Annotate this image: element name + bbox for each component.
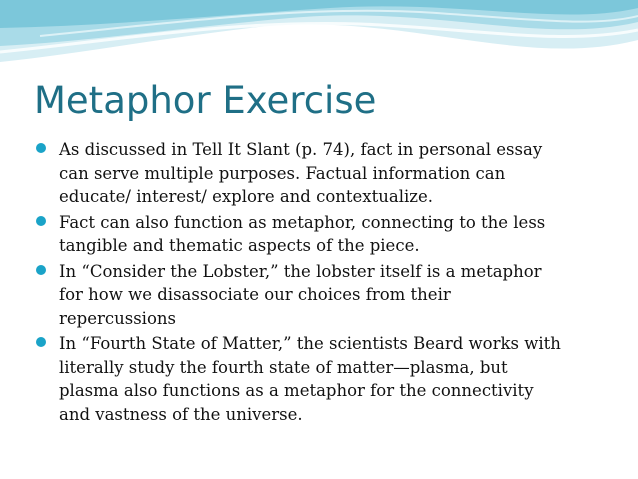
bullet-line: As discussed in Tell It Slant (p. 74), fact in personal essay bbox=[59, 140, 543, 159]
bullet-item bbox=[36, 138, 608, 209]
bullet-line: literally study the fourth state of matter—plasma, but bbox=[59, 357, 508, 377]
bullet-dot-icon bbox=[36, 265, 46, 275]
bullet-line: In “Fourth State of Matter,” the scientists Beard works with bbox=[59, 334, 561, 353]
bullet-line: repercussions bbox=[59, 308, 176, 328]
header-wave-decoration bbox=[0, 0, 638, 70]
bullet-list bbox=[36, 138, 608, 428]
bullet-line: Fact can also function as metaphor, connecting to the less bbox=[59, 212, 546, 232]
bullet-line: for how we disassociate our choices from their bbox=[59, 285, 451, 304]
bullet-line: can serve multiple purposes. Factual information can bbox=[59, 163, 506, 183]
bullet-item bbox=[36, 332, 608, 426]
bullet-dot-icon bbox=[36, 337, 46, 347]
bullet-line: In “Consider the Lobster,” the lobster itself is a metaphor bbox=[59, 261, 542, 281]
slide-title: Metaphor Exercise bbox=[34, 79, 377, 122]
bullet-line: tangible and thematic aspects of the piece. bbox=[59, 236, 420, 255]
bullet-line: educate/ interest/ explore and contextualize. bbox=[59, 187, 433, 206]
bullet-line: plasma also functions as a metaphor for the connectivity bbox=[59, 381, 534, 400]
bullet-line: and vastness of the universe. bbox=[59, 404, 303, 424]
bullet-dot-icon bbox=[36, 143, 46, 153]
bullet-item bbox=[36, 260, 608, 331]
bullet-item bbox=[36, 211, 608, 258]
bullet-dot-icon bbox=[36, 216, 46, 226]
